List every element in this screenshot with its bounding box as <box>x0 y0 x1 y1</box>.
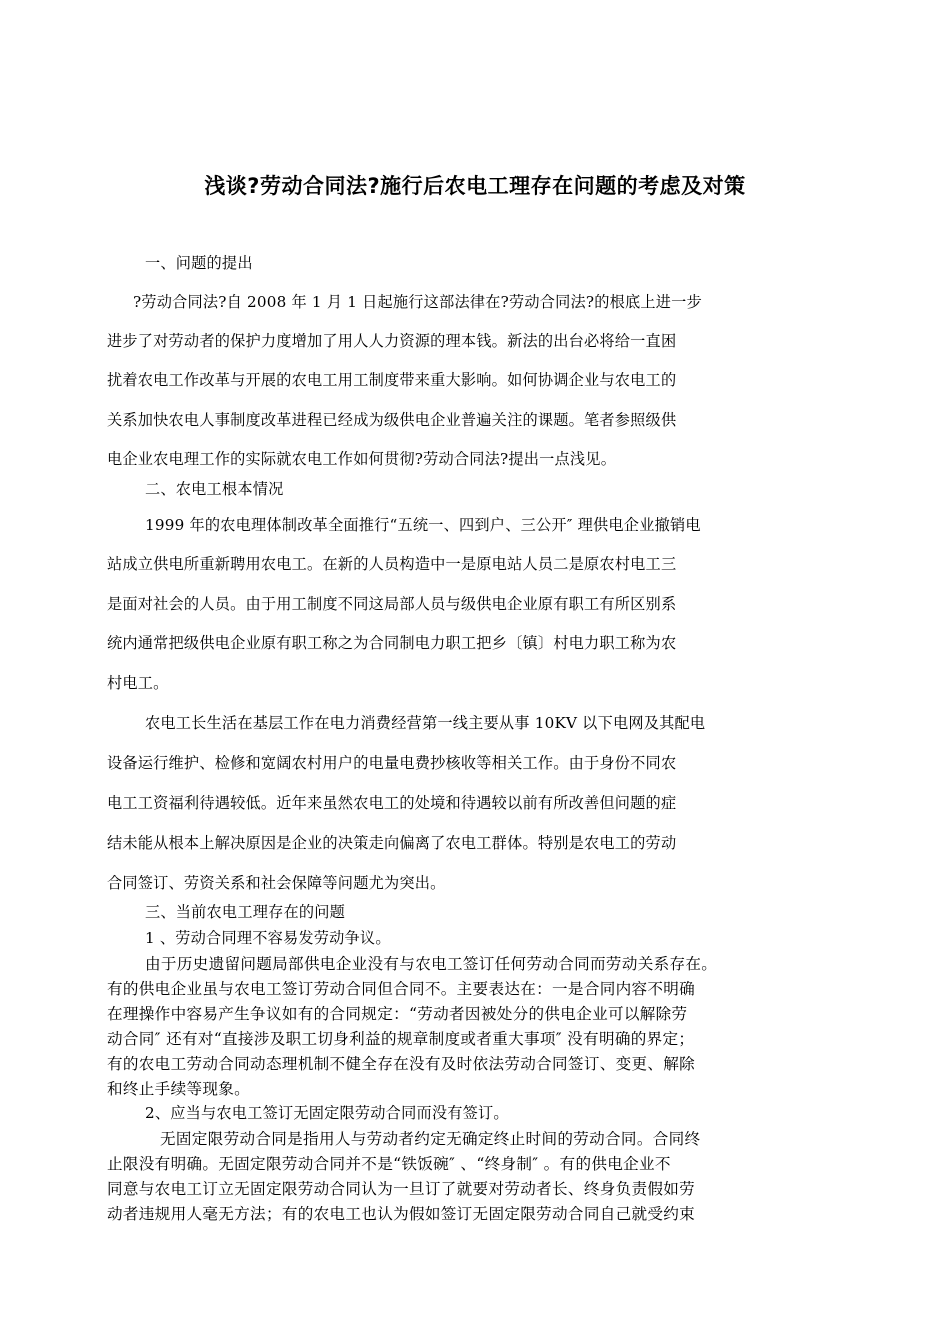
paragraph-line: 同意与农电工订立无固定限劳动合同认为一旦订了就要对劳动者长、终身负责假如劳 <box>107 1180 696 1198</box>
document-title: 浅谈?劳动合同法?施行后农电工理存在问题的考虑及对策 <box>204 174 746 198</box>
paragraph-line: 扰着农电工作改革与开展的农电工用工制度带来重大影响。如何协调企业与农电工的 <box>107 371 677 389</box>
paragraph-line: 由于历史遗留问题局部供电企业没有与农电工签订任何劳动合同而劳动关系存在。 <box>145 955 718 973</box>
paragraph-line: 结未能从根本上解决原因是企业的决策走向偏离了农电工群体。特别是农电工的劳动 <box>107 834 677 852</box>
paragraph-line: 统内通常把级供电企业原有职工称之为合同制电力职工把乡〔镇〕村电力职工称为农 <box>107 634 677 652</box>
paragraph-line: 有的供电企业虽与农电工签订劳动合同但合同不。主要表达在：一是合同内容不明确 <box>107 980 696 998</box>
paragraph-line: 设备运行维护、检修和宽阔农村用户的电量电费抄核收等相关工作。由于身份不同农 <box>107 754 677 772</box>
paragraph-line: 站成立供电所重新聘用农电工。在新的人员构造中一是原电站人员二是原农村电工三 <box>107 555 677 573</box>
paragraph-line: 是面对社会的人员。由于用工制度不同这局部人员与级供电企业原有职工有所区别系 <box>107 595 677 613</box>
section-heading-3: 三、当前农电工理存在的问题 <box>145 903 346 921</box>
paragraph-line: 在理操作中容易产生争议如有的合同规定：“劳动者因被处分的供电企业可以解除劳 <box>107 1005 688 1023</box>
paragraph-line: 进步了对劳动者的保护力度增加了用人人力资源的理本钱。新法的出台必将给一直困 <box>107 332 677 350</box>
paragraph-line: 和终止手续等现象。 <box>107 1080 251 1098</box>
paragraph-line: 1999 年的农电理体制改革全面推行“五统一、四到户、三公开″ 理供电企业撤销电 <box>145 516 701 534</box>
paragraph-line: 电工工资福利待遇较低。近年来虽然农电工的处境和待遇较以前有所改善但问题的症 <box>107 794 677 812</box>
section-heading-1: 一、问题的提出 <box>145 254 253 272</box>
paragraph-line: 农电工长生活在基层工作在电力消费经营第一线主要从事 10KV 以下电网及其配电 <box>145 714 706 732</box>
paragraph-line: 村电工。 <box>107 674 169 692</box>
paragraph-line: 无固定限劳动合同是指用人与劳动者约定无确定终止时间的劳动合同。合同终 <box>160 1130 701 1148</box>
paragraph-line: 有的农电工劳动合同动态理机制不健全存在没有及时依法劳动合同签订、变更、解除 <box>107 1055 696 1073</box>
paragraph-line: 动者违规用人毫无方法；有的农电工也认为假如签订无固定限劳动合同自己就受约束 <box>107 1205 696 1223</box>
paragraph-line: 止限没有明确。无固定限劳动合同并不是“铁饭碗″ 、“终身制″ 。有的供电企业不 <box>107 1155 671 1173</box>
paragraph-line: 合同签订、劳资关系和社会保障等问题尤为突出。 <box>107 874 446 892</box>
subsection-heading-2: 2、应当与农电工签订无固定限劳动合同而没有签订。 <box>145 1104 509 1122</box>
subsection-heading-1: 1 、劳动合同理不容易发劳动争议。 <box>145 929 391 947</box>
paragraph-line: ?劳动合同法?自 2008 年 1 月 1 日起施行这部法律在?劳动合同法?的根底上进一步 <box>133 293 702 311</box>
section-heading-2: 二、农电工根本情况 <box>145 480 284 498</box>
paragraph-line: 电企业农电理工作的实际就农电工作如何贯彻?劳动合同法?提出一点浅见。 <box>107 450 617 468</box>
paragraph-line: 动合同″ 还有对“直接涉及职工切身利益的规章制度或者重大事项″ 没有明确的界定； <box>107 1030 695 1048</box>
paragraph-line: 关系加快农电人事制度改革进程已经成为级供电企业普遍关注的课题。笔者参照级供 <box>107 411 677 429</box>
